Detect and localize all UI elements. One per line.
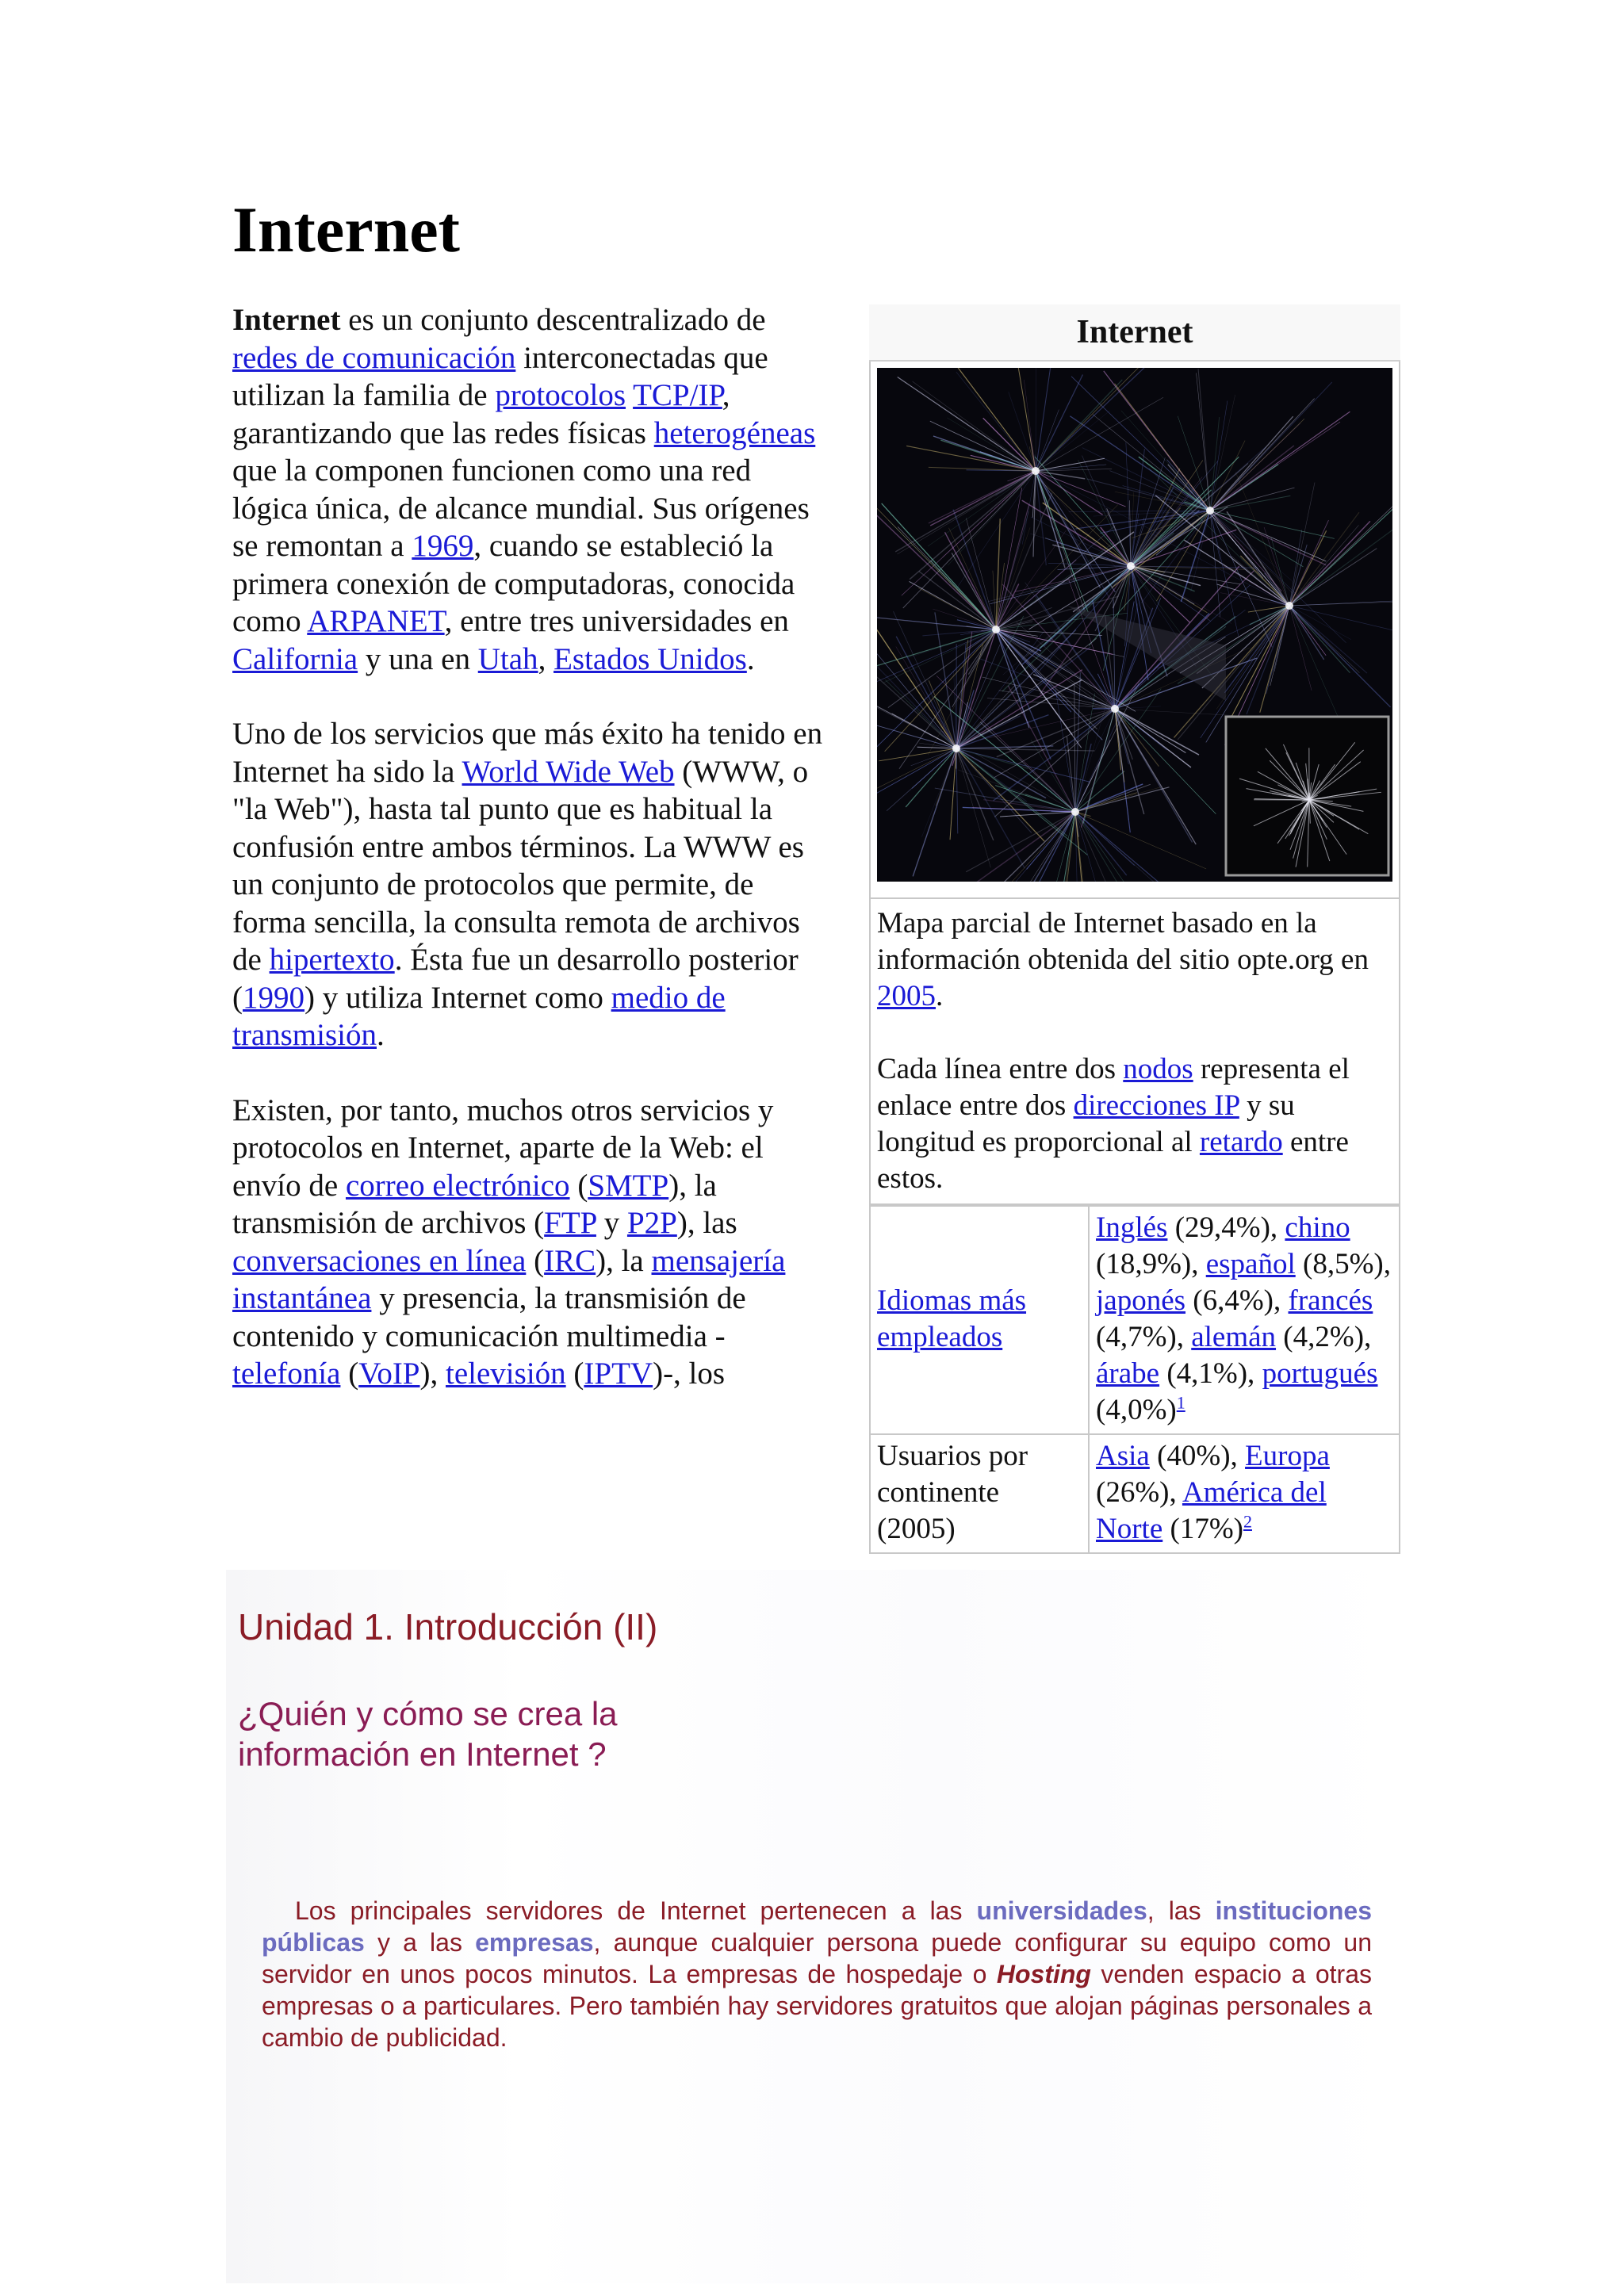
text-run: (40%), [1149,1440,1246,1472]
internet-map-image[interactable] [877,368,1392,882]
link-17[interactable]: VoIP [358,1357,420,1391]
link-2[interactable]: redes de comunicación [232,340,516,375]
link-12[interactable]: árabe [1096,1357,1160,1390]
text-run: (17%) [1162,1513,1243,1545]
text-run: Cada línea entre dos [877,1053,1124,1085]
text-run: y a las [364,1928,476,1957]
text-run: y presencia, la transmisión de contenido y comunicación multimedia - [232,1281,746,1353]
link-6[interactable]: TCP/IP [633,378,722,412]
link-2[interactable]: Europa [1245,1440,1330,1472]
link-1[interactable]: World Wide Web [462,754,675,789]
text-run [626,378,633,412]
footnote-ref[interactable]: 2 [1243,1511,1252,1532]
link-6[interactable]: japonés [1096,1284,1186,1317]
link-3[interactable]: hipertexto [269,943,395,977]
highlight-term: instituciones públicas [262,1896,1373,1957]
paragraph-www [232,715,829,1054]
text-run: (26%), [1096,1476,1182,1509]
link-0[interactable]: Asia [1096,1440,1150,1472]
link-16[interactable]: Utah [477,641,538,676]
text-run: Existen, por tanto, muchos otros servicios y protocolos en Internet, aparte de la Web: el envío de [232,1093,774,1203]
text-run: venden espacio a otras empresas o a particulares. Pero también hay servidores gratuitos que alojan páginas personales a cambio de publicidad. [262,1960,1373,2052]
link-5[interactable]: 1990 [243,980,304,1015]
text-run: Mapa parcial de Internet basado en la información obtenida del sitio opte.org en [877,907,1369,976]
link-10[interactable]: 1969 [412,529,474,563]
link-1[interactable]: 2005 [877,980,936,1012]
link-4[interactable]: español [1205,1248,1296,1280]
text-run: (4,0%) [1096,1394,1177,1426]
link-5[interactable]: retardo [1199,1126,1283,1158]
paragraph-services [232,1092,829,1393]
text-run: (4,7%), [1096,1321,1192,1353]
text-run: . [746,641,755,676]
link-3[interactable]: SMTP [588,1168,669,1203]
infobox-heading: Internet [869,304,1400,362]
infobox [869,304,1400,1554]
emphasis-term: Hosting [996,1960,1091,1988]
text-run: , aunque cualquier persona puede configurar su equipo como un servidor en unos pocos minutos. La empresas de hospedaje o [262,1928,1373,1988]
link-7[interactable]: medio de transmisión [232,980,726,1052]
link-7[interactable]: P2P [626,1206,677,1240]
text-run: ), las [676,1206,737,1240]
text-run: (18,9%), [1096,1248,1206,1280]
link-14[interactable]: California [232,641,358,676]
text-run: ) y utiliza Internet como [304,980,611,1015]
text-run: ( [340,1357,359,1391]
link-5[interactable]: FTP [544,1206,596,1240]
text-run: ( [526,1243,545,1278]
paragraph-intro [232,301,829,678]
text-run: Los principales servidores de Internet pertenecen a las [295,1896,977,1925]
text-run: ( [569,1168,588,1203]
caption-source [877,905,1392,1015]
text-run: , las [1147,1896,1216,1925]
link-4[interactable]: protocolos [495,378,626,412]
text-run: , [538,641,554,676]
bold-term: Internet [232,303,341,337]
text-run: (29,4%), [1167,1211,1285,1244]
text-run: ), la transmisión de archivos ( [232,1168,717,1240]
link-2[interactable]: chino [1285,1211,1350,1244]
link-idiomas[interactable]: Idiomas más empleados [877,1284,1027,1353]
infobox-table [869,1205,1400,1554]
link-19[interactable]: televisión [446,1357,566,1391]
link-8[interactable]: francés [1288,1284,1373,1317]
link-1[interactable]: correo electrónico [345,1168,570,1203]
text-run: (4,1%), [1159,1357,1262,1390]
text-run: )-, los [653,1357,726,1391]
article-body [232,301,829,1430]
link-18[interactable]: Estados Unidos [553,641,747,676]
link-14[interactable]: portugués [1262,1357,1378,1390]
link-15[interactable]: telefonía [232,1357,341,1391]
link-1[interactable]: nodos [1123,1053,1193,1085]
text-run: ( [565,1357,584,1391]
text-run: es un conjunto descentralizado de [340,303,766,337]
link-0[interactable]: Inglés [1096,1211,1168,1244]
text-run: que la componen funcionen como una red lógica única, de alcance mundial. Sus orígenes se remontan a [232,453,810,563]
text-run: interconectadas que utilizan la familia de [232,340,768,412]
unit-title: Unidad 1. Introducción (II) [238,1606,658,1647]
text-run: representa el enlace entre dos [877,1053,1350,1122]
highlight-term: empresas [475,1928,594,1957]
text-run: (8,5%), [1295,1248,1391,1280]
row-languages-label [870,1206,1089,1434]
text-run: , cuando se estableció la primera conexión de computadoras, conocida como [232,529,795,638]
link-12[interactable]: ARPANET [307,604,445,638]
text-run: . [377,1018,385,1052]
infobox-image-frame [869,362,1400,899]
text-run: (4,2%), [1276,1321,1372,1353]
text-run: ), la [596,1243,652,1278]
row-users-value [1089,1434,1400,1553]
link-13[interactable]: mensajería instantánea [232,1243,786,1315]
link-21[interactable]: IPTV [584,1357,653,1391]
text-run: Uno de los servicios que más éxito ha tenido en Internet ha sido la [232,717,823,789]
text-run: ), [419,1357,446,1391]
text-run: , garantizando que las redes físicas [232,378,730,450]
row-languages [870,1206,1400,1434]
text-run: . [936,980,944,1012]
caption-description [877,1051,1392,1197]
row-languages-value [1089,1206,1400,1434]
page-title: Internet [232,193,460,266]
text-run: y [596,1206,627,1240]
highlight-term: universidades [976,1896,1147,1925]
link-9[interactable]: conversaciones en línea [232,1243,527,1278]
text-run: . Ésta fue un desarrollo posterior ( [232,943,799,1015]
link-11[interactable]: IRC [544,1243,596,1278]
row-users [870,1434,1400,1553]
row-users-label: Usuarios por continente (2005) [870,1434,1089,1553]
link-8[interactable]: heterogéneas [653,415,816,450]
unit-paragraph [262,1895,1372,2053]
footnote-ref[interactable]: 1 [1176,1392,1185,1413]
text-run: y su longitud es proporcional al [877,1089,1295,1158]
text-run: (6,4%), [1185,1284,1289,1317]
text-run: y una en [358,641,478,676]
text-run: entre estos. [877,1126,1349,1195]
text-run: (WWW, o "la Web"), hasta tal punto que es habitual la confusión entre ambos términos. La WWW es un conjunto de protocolos que permite, de forma sencilla, la consulta remota de archivos de [232,754,809,977]
text-run: , entre tres universidades en [444,604,789,638]
link-3[interactable]: direcciones IP [1073,1089,1239,1122]
link-10[interactable]: alemán [1191,1321,1277,1353]
unit-subtitle: ¿Quién y cómo se crea la información en Internet ? [238,1695,618,1773]
infobox-caption [869,899,1400,1205]
link-4[interactable]: América del Norte [1096,1476,1327,1545]
